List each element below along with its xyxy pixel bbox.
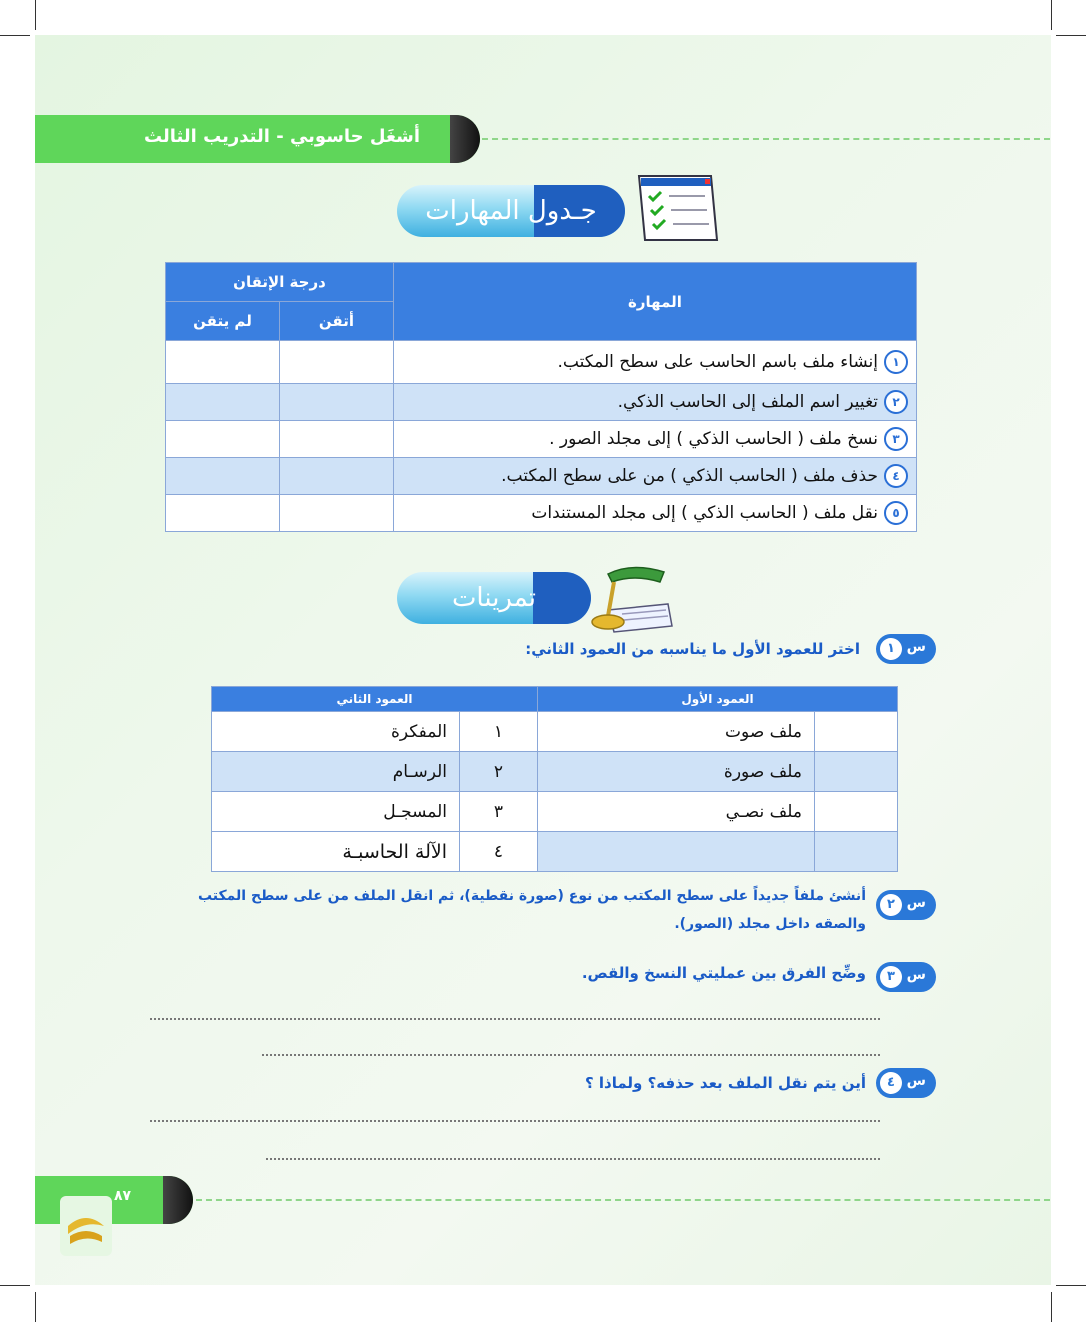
question-4-text: أين يتم نقل الملف بعد حذفه؟ ولماذا ؟ [584, 1074, 866, 1092]
question-number: ١ [880, 638, 902, 660]
question-2-line-2: والصقه داخل مجلد (الصور). [674, 916, 866, 932]
skill-text: إنشاء ملف باسم الحاسب على سطح المكتب. [557, 352, 878, 372]
question-label: س [906, 639, 926, 655]
matching-table [211, 686, 898, 872]
skill-cell [393, 495, 916, 532]
mastered-cell[interactable] [279, 341, 393, 384]
question-badge-2 [876, 890, 936, 920]
col2-item: الرسـام [212, 752, 460, 792]
question-label: س [906, 967, 926, 983]
skill-text: حذف ملف ( الحاسب الذكي ) من على سطح المكتب. [501, 466, 878, 486]
question-badge-3 [876, 962, 936, 992]
skill-text: تغيير اسم الملف إلى الحاسب الذكي. [617, 392, 878, 412]
col2-number: ٣ [460, 792, 538, 832]
skill-cell [393, 421, 916, 458]
crop-mark [0, 35, 30, 36]
col2-item: المسجـل [212, 792, 460, 832]
checklist-icon [635, 172, 719, 244]
skills-table [165, 262, 917, 532]
table-row [166, 384, 917, 421]
mastered-cell[interactable] [279, 495, 393, 532]
answer-line[interactable] [266, 1158, 880, 1160]
question-number: ٣ [880, 966, 902, 988]
question-number: ٢ [880, 894, 902, 916]
table-row [166, 421, 917, 458]
publisher-logo [60, 1196, 112, 1256]
table-row [166, 341, 917, 384]
col2-number: ٤ [460, 832, 538, 872]
question-badge-1 [876, 634, 936, 664]
col1-item: ملف نصـي [538, 792, 815, 832]
col2-header: العمود الثاني [212, 687, 538, 712]
col1-item: ملف صورة [538, 752, 815, 792]
answer-cell[interactable] [815, 832, 898, 872]
skills-section-title [397, 185, 625, 237]
question-2-line-1: أنشئ ملفاً جديداً على سطح المكتب من نوع (صورة نقطية)، ثم انقل الملف من على سطح المكتب [197, 888, 866, 904]
skills-section-label: جـدول المهارات [425, 196, 597, 226]
header-divider [482, 138, 1050, 140]
mastered-cell[interactable] [279, 458, 393, 495]
skill-cell [393, 458, 916, 495]
crop-mark [35, 0, 36, 30]
skill-header: المهارة [393, 263, 916, 341]
col2-number: ٢ [460, 752, 538, 792]
answer-line[interactable] [150, 1018, 880, 1020]
col2-number: ١ [460, 712, 538, 752]
table-row [212, 792, 898, 832]
skill-cell [393, 341, 916, 384]
not-mastered-cell[interactable] [166, 341, 280, 384]
question-label: س [906, 895, 926, 911]
question-1-text: اختر للعمود الأول ما يناسبه من العمود الثاني: [525, 640, 860, 658]
header-bar [35, 115, 480, 163]
item-number: ٣ [884, 427, 908, 451]
answer-line[interactable] [262, 1054, 880, 1056]
mastered-cell[interactable] [279, 384, 393, 421]
table-row [166, 458, 917, 495]
table-row [212, 752, 898, 792]
question-3-text: وضِّح الفرق بين عمليتي النسخ والقص. [581, 964, 866, 982]
col2-item: المفكرة [212, 712, 460, 752]
skill-text: نقل ملف ( الحاسب الذكي ) إلى مجلد المستندات [531, 503, 878, 523]
question-badge-4 [876, 1068, 936, 1098]
item-number: ٢ [884, 390, 908, 414]
col2-item: الآلة الحاسبـة [212, 832, 460, 872]
question-label: س [906, 1073, 926, 1089]
table-row [212, 712, 898, 752]
crop-mark [0, 1285, 30, 1286]
not-mastered-cell[interactable] [166, 384, 280, 421]
table-row [166, 495, 917, 532]
desk-lamp-icon [588, 560, 674, 634]
col1-header: العمود الأول [538, 687, 898, 712]
mastery-header: درجة الإتقان [166, 263, 394, 302]
exercises-section-title [397, 572, 591, 624]
skill-text: نسخ ملف ( الحاسب الذكي ) إلى مجلد الصور . [549, 429, 878, 449]
table-row [212, 832, 898, 872]
answer-cell[interactable] [815, 712, 898, 752]
question-number: ٤ [880, 1072, 902, 1094]
answer-line[interactable] [150, 1120, 880, 1122]
crop-mark [1056, 1285, 1086, 1286]
pill-accent [533, 572, 591, 624]
answer-cell[interactable] [815, 792, 898, 832]
not-mastered-header: لم يتقن [166, 302, 280, 341]
footer-divider [196, 1199, 1050, 1201]
col1-item [538, 832, 815, 872]
crop-mark [1051, 0, 1052, 30]
answer-cell[interactable] [815, 752, 898, 792]
mastered-header: أتقن [279, 302, 393, 341]
page-title: أشغَل حاسوبي - التدريب الثالث [143, 126, 420, 147]
mastered-cell[interactable] [279, 421, 393, 458]
col1-item: ملف صوت [538, 712, 815, 752]
not-mastered-cell[interactable] [166, 458, 280, 495]
page-number: ٨٧ [114, 1188, 132, 1204]
item-number: ١ [884, 350, 908, 374]
item-number: ٥ [884, 501, 908, 525]
exercises-section-label: تمرينات [451, 583, 537, 613]
crop-mark [35, 1292, 36, 1322]
item-number: ٤ [884, 464, 908, 488]
crop-mark [1056, 35, 1086, 36]
not-mastered-cell[interactable] [166, 495, 280, 532]
crop-mark [1051, 1292, 1052, 1322]
skill-cell [393, 384, 916, 421]
not-mastered-cell[interactable] [166, 421, 280, 458]
